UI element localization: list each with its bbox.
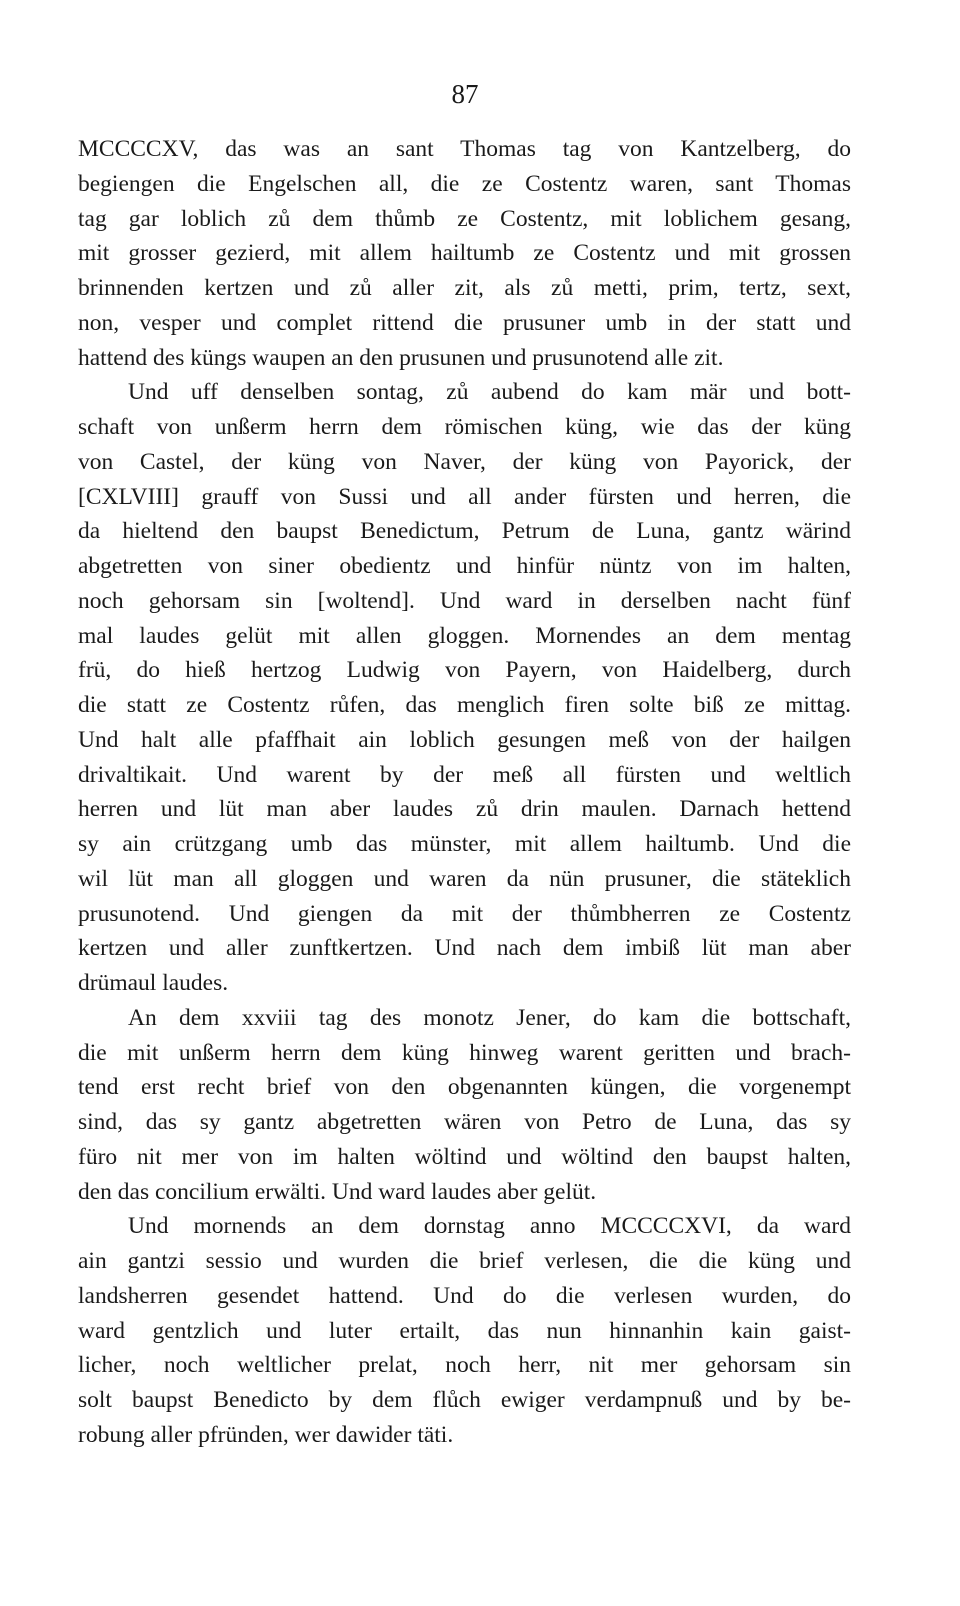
text-line: hattend des küngs waupen an den prusunen und prusunotend alle zit. bbox=[78, 344, 724, 371]
text-line: sy ain crützgang umb das münster, mit allem hailtumb. Und die bbox=[78, 831, 851, 857]
text-line: den das concilium erwälti. Und ward laudes aber gelüt. bbox=[78, 1178, 597, 1205]
text-line: licher, noch weltlicher prelat, noch herr, nit mer gehorsam sin bbox=[78, 1352, 851, 1379]
text-line: prusunotend. Und giengen da mit der thůmbherren ze Costentz bbox=[78, 900, 851, 927]
text-line: landsherren gesendet hattend. Und do die verlesen wurden, do bbox=[78, 1282, 851, 1309]
text-line: drivaltikait. Und warent by der meß all fürsten und weltlich bbox=[78, 761, 851, 788]
text-line: abgetretten von siner obedientz und hinfür nüntz von im halten, bbox=[78, 553, 851, 579]
text-line: ward gentzlich und luter ertailt, das nun hinnanhin kain gaist- bbox=[78, 1317, 851, 1344]
text-line: solt baupst Benedicto by dem flůch ewiger verdampnuß und by be- bbox=[78, 1387, 851, 1413]
body-text bbox=[78, 132, 851, 1453]
text-line: die mit unßerm herrn dem küng hinweg warent geritten und brach- bbox=[78, 1039, 851, 1066]
text-line: da hieltend den baupst Benedictum, Petrum de Luna, gantz wärind bbox=[78, 518, 851, 545]
text-line: drümaul laudes. bbox=[78, 970, 229, 996]
text-line: frü, do hieß hertzog Ludwig von Payern, von Haidelberg, durch bbox=[78, 657, 851, 684]
text-line: Und uff denselben sontag, zů aubend do kam mär und bott- bbox=[128, 379, 851, 406]
text-line: tag gar loblich zů dem thůmb ze Costentz, mit loblichem gesang, bbox=[78, 205, 851, 232]
text-line: An dem xxviii tag des monotz Jener, do kam die bottschaft, bbox=[128, 1004, 851, 1031]
text-line: brinnenden kertzen und zů aller zit, als zů metti, prim, tertz, sext, bbox=[78, 275, 851, 301]
text-line: schaft von unßerm herrn dem römischen küng, wie das der küng bbox=[78, 414, 851, 440]
text-line: [CXLVIII] grauff von Sussi und all ander fürsten und herren, die bbox=[78, 483, 851, 510]
text-line: noch gehorsam sin [woltend]. Und ward in derselben nacht fünf bbox=[78, 587, 851, 614]
text-line: begiengen die Engelschen all, die ze Costentz waren, sant Thomas bbox=[78, 170, 851, 197]
text-line: ain gantzi sessio und wurden die brief verlesen, die die küng und bbox=[78, 1248, 851, 1274]
text-line: mit grosser gezierd, mit allem hailtumb ze Costentz und mit grossen bbox=[78, 240, 851, 267]
text-line: mal laudes gelüt mit allen gloggen. Mornendes an dem mentag bbox=[78, 622, 851, 649]
text-line: von Castel, der küng von Naver, der küng von Payorick, der bbox=[78, 448, 851, 475]
text-line: wil lüt man all gloggen und waren da nün prusuner, die stäteklich bbox=[78, 865, 851, 892]
text-line: tend erst recht brief von den obgenannten küngen, die vorgenempt bbox=[78, 1074, 851, 1101]
text-line: die statt ze Costentz růfen, das menglich firen solte biß ze mittag. bbox=[78, 692, 851, 718]
text-line: robung aller pfründen, wer dawider täti. bbox=[78, 1421, 454, 1448]
text-line: MCCCCXV, das was an sant Thomas tag von Kantzelberg, do bbox=[78, 136, 851, 162]
page-number: 87 bbox=[451, 79, 479, 109]
text-line: non, vesper und complet rittend die prusuner umb in der statt und bbox=[78, 309, 851, 336]
text-line: Und halt alle pfaffhait ain loblich gesungen meß von der hailgen bbox=[78, 726, 851, 753]
text-line: sind, das sy gantz abgetretten wären von Petro de Luna, das sy bbox=[78, 1109, 851, 1135]
text-line: herren und lüt man aber laudes zů drin maulen. Darnach hettend bbox=[78, 796, 851, 823]
text-line: kertzen und aller zunftkertzen. Und nach dem imbiß lüt man aber bbox=[78, 935, 851, 962]
text-line: füro nit mer von im halten wöltind und wöltind den baupst halten, bbox=[78, 1143, 851, 1170]
text-line: Und mornends an dem dornstag anno MCCCCXVI, da ward bbox=[128, 1213, 851, 1240]
